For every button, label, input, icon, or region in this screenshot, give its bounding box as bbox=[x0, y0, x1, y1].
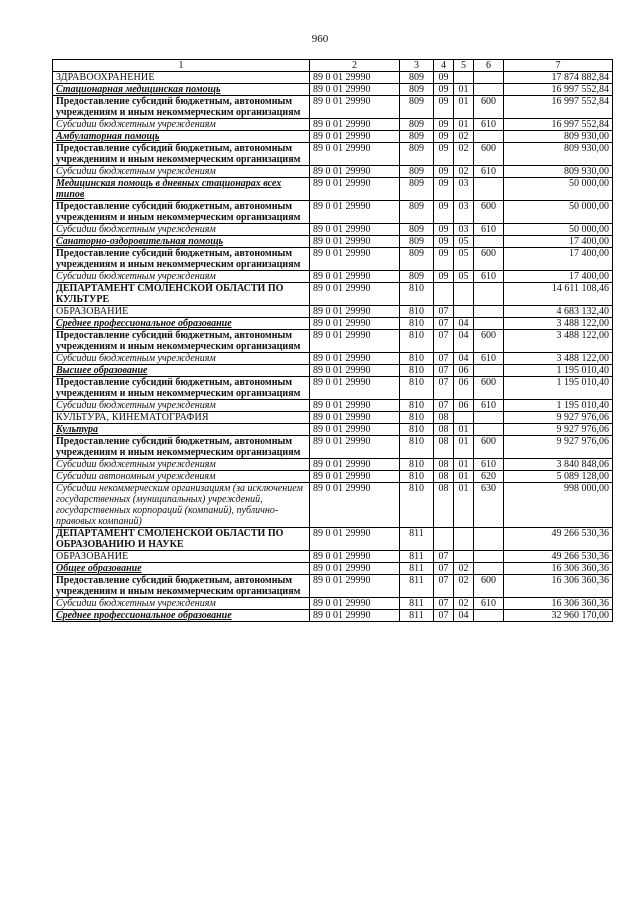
target-code-cell: 89 0 01 29990 bbox=[310, 353, 400, 365]
ministry-code-cell: 810 bbox=[400, 459, 434, 471]
subsection-code-cell: 03 bbox=[454, 224, 474, 236]
expense-type-cell: 610 bbox=[474, 271, 504, 283]
subsection-row bbox=[53, 563, 613, 575]
subsection-code-cell: 04 bbox=[454, 610, 474, 622]
subsidy-detail-row bbox=[53, 271, 613, 283]
ministry-code-cell: 811 bbox=[400, 563, 434, 575]
subsection-row bbox=[53, 236, 613, 248]
expense-type-cell: 610 bbox=[474, 166, 504, 178]
section-code-cell: 09 bbox=[434, 84, 454, 96]
amount-cell: 32 960 170,00 bbox=[504, 610, 613, 622]
subsidy-detail-row bbox=[53, 166, 613, 178]
subsection-code-cell: 04 bbox=[454, 330, 474, 353]
target-code-cell: 89 0 01 29990 bbox=[310, 377, 400, 400]
section-code-cell: 07 bbox=[434, 551, 454, 563]
section-code-cell: 08 bbox=[434, 424, 454, 436]
subsection-code-cell: 01 bbox=[454, 424, 474, 436]
section-code-cell: 07 bbox=[434, 400, 454, 412]
department-row bbox=[53, 283, 613, 306]
expense-type-cell: 600 bbox=[474, 330, 504, 353]
subsidy-detail-row bbox=[53, 400, 613, 412]
section-code-cell: 07 bbox=[434, 318, 454, 330]
subsection-code-cell: 06 bbox=[454, 377, 474, 400]
ministry-code-cell: 809 bbox=[400, 236, 434, 248]
section-code-cell bbox=[434, 528, 454, 551]
target-code-cell: 89 0 01 29990 bbox=[310, 84, 400, 96]
ministry-code-cell: 811 bbox=[400, 598, 434, 610]
amount-cell: 16 997 552,84 bbox=[504, 84, 613, 96]
target-code-cell: 89 0 01 29990 bbox=[310, 283, 400, 306]
target-code-cell: 89 0 01 29990 bbox=[310, 436, 400, 459]
header-cell: 4 bbox=[434, 60, 454, 72]
amount-cell: 16 306 360,36 bbox=[504, 598, 613, 610]
row-name-cell: ДЕПАРТАМЕНТ СМОЛЕНСКОЙ ОБЛАСТИ ПО КУЛЬТУРЕ bbox=[53, 283, 310, 306]
ministry-code-cell: 809 bbox=[400, 271, 434, 283]
target-code-cell: 89 0 01 29990 bbox=[310, 575, 400, 598]
expense-type-cell bbox=[474, 84, 504, 96]
header-cell: 7 bbox=[504, 60, 613, 72]
subsection-code-cell: 02 bbox=[454, 143, 474, 166]
row-name-cell: Высшее образование bbox=[53, 365, 310, 377]
ministry-code-cell: 810 bbox=[400, 471, 434, 483]
ministry-code-cell: 809 bbox=[400, 248, 434, 271]
section-code-cell: 09 bbox=[434, 178, 454, 201]
expense-type-cell: 610 bbox=[474, 598, 504, 610]
amount-cell: 17 874 882,84 bbox=[504, 72, 613, 84]
amount-cell: 809 930,00 bbox=[504, 166, 613, 178]
target-code-cell: 89 0 01 29990 bbox=[310, 483, 400, 528]
row-name-cell: Субсидии бюджетным учреждениям bbox=[53, 166, 310, 178]
expense-type-cell: 600 bbox=[474, 377, 504, 400]
expense-type-cell bbox=[474, 412, 504, 424]
section-code-cell: 07 bbox=[434, 330, 454, 353]
target-code-cell: 89 0 01 29990 bbox=[310, 610, 400, 622]
section-row bbox=[53, 306, 613, 318]
section-code-cell: 07 bbox=[434, 610, 454, 622]
section-code-cell: 07 bbox=[434, 598, 454, 610]
section-code-cell: 09 bbox=[434, 143, 454, 166]
subsidy-group-row bbox=[53, 248, 613, 271]
section-code-cell: 09 bbox=[434, 271, 454, 283]
target-code-cell: 89 0 01 29990 bbox=[310, 318, 400, 330]
expense-type-cell bbox=[474, 283, 504, 306]
expense-type-cell: 600 bbox=[474, 436, 504, 459]
section-code-cell: 09 bbox=[434, 131, 454, 143]
subsection-code-cell: 01 bbox=[454, 96, 474, 119]
page-number: 960 bbox=[311, 33, 329, 45]
amount-cell: 1 195 010,40 bbox=[504, 400, 613, 412]
amount-cell: 3 840 848,06 bbox=[504, 459, 613, 471]
expense-type-cell: 620 bbox=[474, 471, 504, 483]
row-name-cell: КУЛЬТУРА, КИНЕМАТОГРАФИЯ bbox=[53, 412, 310, 424]
target-code-cell: 89 0 01 29990 bbox=[310, 248, 400, 271]
subsection-row bbox=[53, 610, 613, 622]
target-code-cell: 89 0 01 29990 bbox=[310, 412, 400, 424]
subsection-code-cell: 05 bbox=[454, 236, 474, 248]
row-name-cell: Общее образование bbox=[53, 563, 310, 575]
target-code-cell: 89 0 01 29990 bbox=[310, 424, 400, 436]
ministry-code-cell: 810 bbox=[400, 400, 434, 412]
row-name-cell: Предоставление субсидий бюджетным, автономным учреждениям и иным некоммерческим организациям bbox=[53, 143, 310, 166]
subsection-code-cell: 02 bbox=[454, 166, 474, 178]
target-code-cell: 89 0 01 29990 bbox=[310, 178, 400, 201]
row-name-cell: Субсидии бюджетным учреждениям bbox=[53, 224, 310, 236]
row-name-cell: Среднее профессиональное образование bbox=[53, 610, 310, 622]
amount-cell: 50 000,00 bbox=[504, 201, 613, 224]
amount-cell: 16 997 552,84 bbox=[504, 119, 613, 131]
expense-type-cell: 630 bbox=[474, 483, 504, 528]
ministry-code-cell: 809 bbox=[400, 131, 434, 143]
subsection-code-cell: 01 bbox=[454, 436, 474, 459]
amount-cell: 809 930,00 bbox=[504, 143, 613, 166]
amount-cell: 5 089 128,00 bbox=[504, 471, 613, 483]
subsidy-detail-row bbox=[53, 598, 613, 610]
target-code-cell: 89 0 01 29990 bbox=[310, 201, 400, 224]
subsection-code-cell: 02 bbox=[454, 575, 474, 598]
subsection-code-cell: 04 bbox=[454, 318, 474, 330]
subsection-code-cell: 05 bbox=[454, 271, 474, 283]
subsection-code-cell bbox=[454, 412, 474, 424]
ministry-code-cell: 810 bbox=[400, 424, 434, 436]
header-cell: 2 bbox=[310, 60, 400, 72]
subsection-code-cell bbox=[454, 306, 474, 318]
target-code-cell: 89 0 01 29990 bbox=[310, 598, 400, 610]
amount-cell: 1 195 010,40 bbox=[504, 365, 613, 377]
section-row bbox=[53, 72, 613, 84]
row-name-cell: Амбулаторная помощь bbox=[53, 131, 310, 143]
section-code-cell: 07 bbox=[434, 306, 454, 318]
amount-cell: 9 927 976,06 bbox=[504, 436, 613, 459]
amount-cell: 3 488 122,00 bbox=[504, 330, 613, 353]
section-code-cell: 07 bbox=[434, 563, 454, 575]
row-name-cell: Субсидии бюджетным учреждениям bbox=[53, 459, 310, 471]
ministry-code-cell: 810 bbox=[400, 283, 434, 306]
subsection-code-cell: 03 bbox=[454, 201, 474, 224]
expense-type-cell: 610 bbox=[474, 119, 504, 131]
row-name-cell: Субсидии бюджетным учреждениям bbox=[53, 353, 310, 365]
row-name-cell: Предоставление субсидий бюджетным, автономным учреждениям и иным некоммерческим организациям bbox=[53, 96, 310, 119]
section-code-cell: 09 bbox=[434, 166, 454, 178]
target-code-cell: 89 0 01 29990 bbox=[310, 96, 400, 119]
row-name-cell: Медицинская помощь в дневных стационарах всех типов bbox=[53, 178, 310, 201]
subsection-code-cell bbox=[454, 283, 474, 306]
row-name-cell: Культура bbox=[53, 424, 310, 436]
subsection-row bbox=[53, 84, 613, 96]
target-code-cell: 89 0 01 29990 bbox=[310, 143, 400, 166]
subsection-code-cell: 02 bbox=[454, 563, 474, 575]
target-code-cell: 89 0 01 29990 bbox=[310, 306, 400, 318]
row-name-cell: Предоставление субсидий бюджетным, автономным учреждениям и иным некоммерческим организациям bbox=[53, 436, 310, 459]
subsidy-group-row bbox=[53, 96, 613, 119]
row-name-cell: Предоставление субсидий бюджетным, автономным учреждениям и иным некоммерческим организациям bbox=[53, 575, 310, 598]
subsidy-group-row bbox=[53, 436, 613, 459]
header-cell: 3 bbox=[400, 60, 434, 72]
row-name-cell: ЗДРАВООХРАНЕНИЕ bbox=[53, 72, 310, 84]
row-name-cell: Субсидии бюджетным учреждениям bbox=[53, 598, 310, 610]
ministry-code-cell: 811 bbox=[400, 575, 434, 598]
subsection-code-cell bbox=[454, 551, 474, 563]
subsection-code-cell: 01 bbox=[454, 483, 474, 528]
row-name-cell: ДЕПАРТАМЕНТ СМОЛЕНСКОЙ ОБЛАСТИ ПО ОБРАЗОВАНИЮ И НАУКЕ bbox=[53, 528, 310, 551]
amount-cell: 16 306 360,36 bbox=[504, 563, 613, 575]
ministry-code-cell: 810 bbox=[400, 412, 434, 424]
amount-cell: 3 488 122,00 bbox=[504, 353, 613, 365]
target-code-cell: 89 0 01 29990 bbox=[310, 72, 400, 84]
section-code-cell: 07 bbox=[434, 575, 454, 598]
section-code-cell: 09 bbox=[434, 96, 454, 119]
ministry-code-cell: 809 bbox=[400, 96, 434, 119]
amount-cell: 50 000,00 bbox=[504, 178, 613, 201]
row-name-cell: Санаторно-оздоровительная помощь bbox=[53, 236, 310, 248]
subsidy-detail-row bbox=[53, 471, 613, 483]
section-code-cell bbox=[434, 283, 454, 306]
subsection-code-cell: 03 bbox=[454, 178, 474, 201]
expense-type-cell bbox=[474, 236, 504, 248]
subsection-code-cell: 01 bbox=[454, 84, 474, 96]
header-cell: 1 bbox=[53, 60, 310, 72]
expense-type-cell: 610 bbox=[474, 459, 504, 471]
subsidy-group-row bbox=[53, 201, 613, 224]
ministry-code-cell: 809 bbox=[400, 201, 434, 224]
row-name-cell: ОБРАЗОВАНИЕ bbox=[53, 551, 310, 563]
row-name-cell: Предоставление субсидий бюджетным, автономным учреждениям и иным некоммерческим организациям bbox=[53, 330, 310, 353]
subsection-code-cell: 04 bbox=[454, 353, 474, 365]
row-name-cell: Субсидии бюджетным учреждениям bbox=[53, 271, 310, 283]
section-code-cell: 08 bbox=[434, 459, 454, 471]
header-cell: 6 bbox=[474, 60, 504, 72]
expense-type-cell: 600 bbox=[474, 201, 504, 224]
expense-type-cell bbox=[474, 551, 504, 563]
subsidy-detail-row bbox=[53, 119, 613, 131]
row-name-cell: Предоставление субсидий бюджетным, автономным учреждениям и иным некоммерческим организациям bbox=[53, 377, 310, 400]
row-name-cell: Субсидии бюджетным учреждениям bbox=[53, 119, 310, 131]
ministry-code-cell: 809 bbox=[400, 72, 434, 84]
row-name-cell: Субсидии автономным учреждениям bbox=[53, 471, 310, 483]
ministry-code-cell: 809 bbox=[400, 119, 434, 131]
expense-type-cell bbox=[474, 131, 504, 143]
target-code-cell: 89 0 01 29990 bbox=[310, 131, 400, 143]
ministry-code-cell: 809 bbox=[400, 224, 434, 236]
section-code-cell: 08 bbox=[434, 412, 454, 424]
amount-cell: 49 266 530,36 bbox=[504, 551, 613, 563]
subsidy-detail-row bbox=[53, 483, 613, 528]
section-code-cell: 07 bbox=[434, 377, 454, 400]
expense-type-cell bbox=[474, 178, 504, 201]
expense-type-cell: 610 bbox=[474, 353, 504, 365]
expense-type-cell bbox=[474, 563, 504, 575]
expense-type-cell bbox=[474, 306, 504, 318]
target-code-cell: 89 0 01 29990 bbox=[310, 471, 400, 483]
subsection-code-cell: 05 bbox=[454, 248, 474, 271]
ministry-code-cell: 810 bbox=[400, 353, 434, 365]
target-code-cell: 89 0 01 29990 bbox=[310, 365, 400, 377]
row-name-cell: Субсидии некоммерческим организациям (за исключением государственных (муниципальных) учреждений, государственных корпораций (компаний), публично-правовых компаний) bbox=[53, 483, 310, 528]
section-code-cell: 09 bbox=[434, 236, 454, 248]
row-name-cell: Стационарная медицинская помощь bbox=[53, 84, 310, 96]
subsection-row bbox=[53, 318, 613, 330]
amount-cell: 3 488 122,00 bbox=[504, 318, 613, 330]
subsection-code-cell: 06 bbox=[454, 365, 474, 377]
amount-cell: 49 266 530,36 bbox=[504, 528, 613, 551]
amount-cell: 809 930,00 bbox=[504, 131, 613, 143]
subsection-code-cell: 06 bbox=[454, 400, 474, 412]
expense-type-cell bbox=[474, 72, 504, 84]
ministry-code-cell: 809 bbox=[400, 84, 434, 96]
expense-type-cell: 600 bbox=[474, 248, 504, 271]
subsection-code-cell: 02 bbox=[454, 598, 474, 610]
section-code-cell: 09 bbox=[434, 201, 454, 224]
row-name-cell: ОБРАЗОВАНИЕ bbox=[53, 306, 310, 318]
section-code-cell: 07 bbox=[434, 353, 454, 365]
target-code-cell: 89 0 01 29990 bbox=[310, 563, 400, 575]
amount-cell: 4 683 132,40 bbox=[504, 306, 613, 318]
expense-type-cell bbox=[474, 365, 504, 377]
expense-type-cell: 600 bbox=[474, 575, 504, 598]
row-name-cell: Субсидии бюджетным учреждениям bbox=[53, 400, 310, 412]
subsection-row bbox=[53, 365, 613, 377]
amount-cell: 9 927 976,06 bbox=[504, 412, 613, 424]
section-code-cell: 08 bbox=[434, 471, 454, 483]
target-code-cell: 89 0 01 29990 bbox=[310, 236, 400, 248]
amount-cell: 17 400,00 bbox=[504, 248, 613, 271]
target-code-cell: 89 0 01 29990 bbox=[310, 459, 400, 471]
ministry-code-cell: 810 bbox=[400, 318, 434, 330]
ministry-code-cell: 811 bbox=[400, 610, 434, 622]
section-code-cell: 07 bbox=[434, 365, 454, 377]
budget-table bbox=[52, 59, 613, 622]
ministry-code-cell: 811 bbox=[400, 528, 434, 551]
section-code-cell: 08 bbox=[434, 483, 454, 528]
subsection-code-cell bbox=[454, 72, 474, 84]
target-code-cell: 89 0 01 29990 bbox=[310, 166, 400, 178]
subsidy-group-row bbox=[53, 143, 613, 166]
expense-type-cell: 610 bbox=[474, 224, 504, 236]
subsidy-detail-row bbox=[53, 224, 613, 236]
amount-cell: 50 000,00 bbox=[504, 224, 613, 236]
expense-type-cell: 600 bbox=[474, 143, 504, 166]
header-cell: 5 bbox=[454, 60, 474, 72]
section-code-cell: 09 bbox=[434, 224, 454, 236]
amount-cell: 16 997 552,84 bbox=[504, 96, 613, 119]
target-code-cell: 89 0 01 29990 bbox=[310, 528, 400, 551]
target-code-cell: 89 0 01 29990 bbox=[310, 224, 400, 236]
ministry-code-cell: 810 bbox=[400, 377, 434, 400]
amount-cell: 17 400,00 bbox=[504, 236, 613, 248]
target-code-cell: 89 0 01 29990 bbox=[310, 551, 400, 563]
ministry-code-cell: 810 bbox=[400, 365, 434, 377]
subsidy-group-row bbox=[53, 575, 613, 598]
section-code-cell: 09 bbox=[434, 248, 454, 271]
ministry-code-cell: 809 bbox=[400, 166, 434, 178]
expense-type-cell bbox=[474, 528, 504, 551]
section-row bbox=[53, 412, 613, 424]
target-code-cell: 89 0 01 29990 bbox=[310, 400, 400, 412]
expense-type-cell: 610 bbox=[474, 400, 504, 412]
amount-cell: 1 195 010,40 bbox=[504, 377, 613, 400]
subsidy-group-row bbox=[53, 330, 613, 353]
ministry-code-cell: 810 bbox=[400, 436, 434, 459]
ministry-code-cell: 811 bbox=[400, 551, 434, 563]
row-name-cell: Предоставление субсидий бюджетным, автономным учреждениям и иным некоммерческим организациям bbox=[53, 201, 310, 224]
amount-cell: 9 927 976,06 bbox=[504, 424, 613, 436]
expense-type-cell bbox=[474, 318, 504, 330]
subsidy-detail-row bbox=[53, 459, 613, 471]
ministry-code-cell: 809 bbox=[400, 143, 434, 166]
section-row bbox=[53, 551, 613, 563]
amount-cell: 17 400,00 bbox=[504, 271, 613, 283]
expense-type-cell bbox=[474, 424, 504, 436]
subsection-row bbox=[53, 178, 613, 201]
row-name-cell: Среднее профессиональное образование bbox=[53, 318, 310, 330]
section-code-cell: 09 bbox=[434, 119, 454, 131]
expense-type-cell: 600 bbox=[474, 96, 504, 119]
department-row bbox=[53, 528, 613, 551]
subsection-code-cell: 02 bbox=[454, 131, 474, 143]
subsection-row bbox=[53, 131, 613, 143]
ministry-code-cell: 809 bbox=[400, 178, 434, 201]
subsidy-group-row bbox=[53, 377, 613, 400]
ministry-code-cell: 810 bbox=[400, 483, 434, 528]
subsection-code-cell: 01 bbox=[454, 459, 474, 471]
amount-cell: 16 306 360,36 bbox=[504, 575, 613, 598]
subsection-row bbox=[53, 424, 613, 436]
subsidy-detail-row bbox=[53, 353, 613, 365]
ministry-code-cell: 810 bbox=[400, 306, 434, 318]
amount-cell: 998 000,00 bbox=[504, 483, 613, 528]
target-code-cell: 89 0 01 29990 bbox=[310, 271, 400, 283]
section-code-cell: 08 bbox=[434, 436, 454, 459]
target-code-cell: 89 0 01 29990 bbox=[310, 119, 400, 131]
target-code-cell: 89 0 01 29990 bbox=[310, 330, 400, 353]
section-code-cell: 09 bbox=[434, 72, 454, 84]
table-header-row bbox=[53, 60, 613, 72]
subsection-code-cell: 01 bbox=[454, 471, 474, 483]
ministry-code-cell: 810 bbox=[400, 330, 434, 353]
expense-type-cell bbox=[474, 610, 504, 622]
subsection-code-cell: 01 bbox=[454, 119, 474, 131]
amount-cell: 14 611 108,46 bbox=[504, 283, 613, 306]
subsection-code-cell bbox=[454, 528, 474, 551]
row-name-cell: Предоставление субсидий бюджетным, автономным учреждениям и иным некоммерческим организациям bbox=[53, 248, 310, 271]
